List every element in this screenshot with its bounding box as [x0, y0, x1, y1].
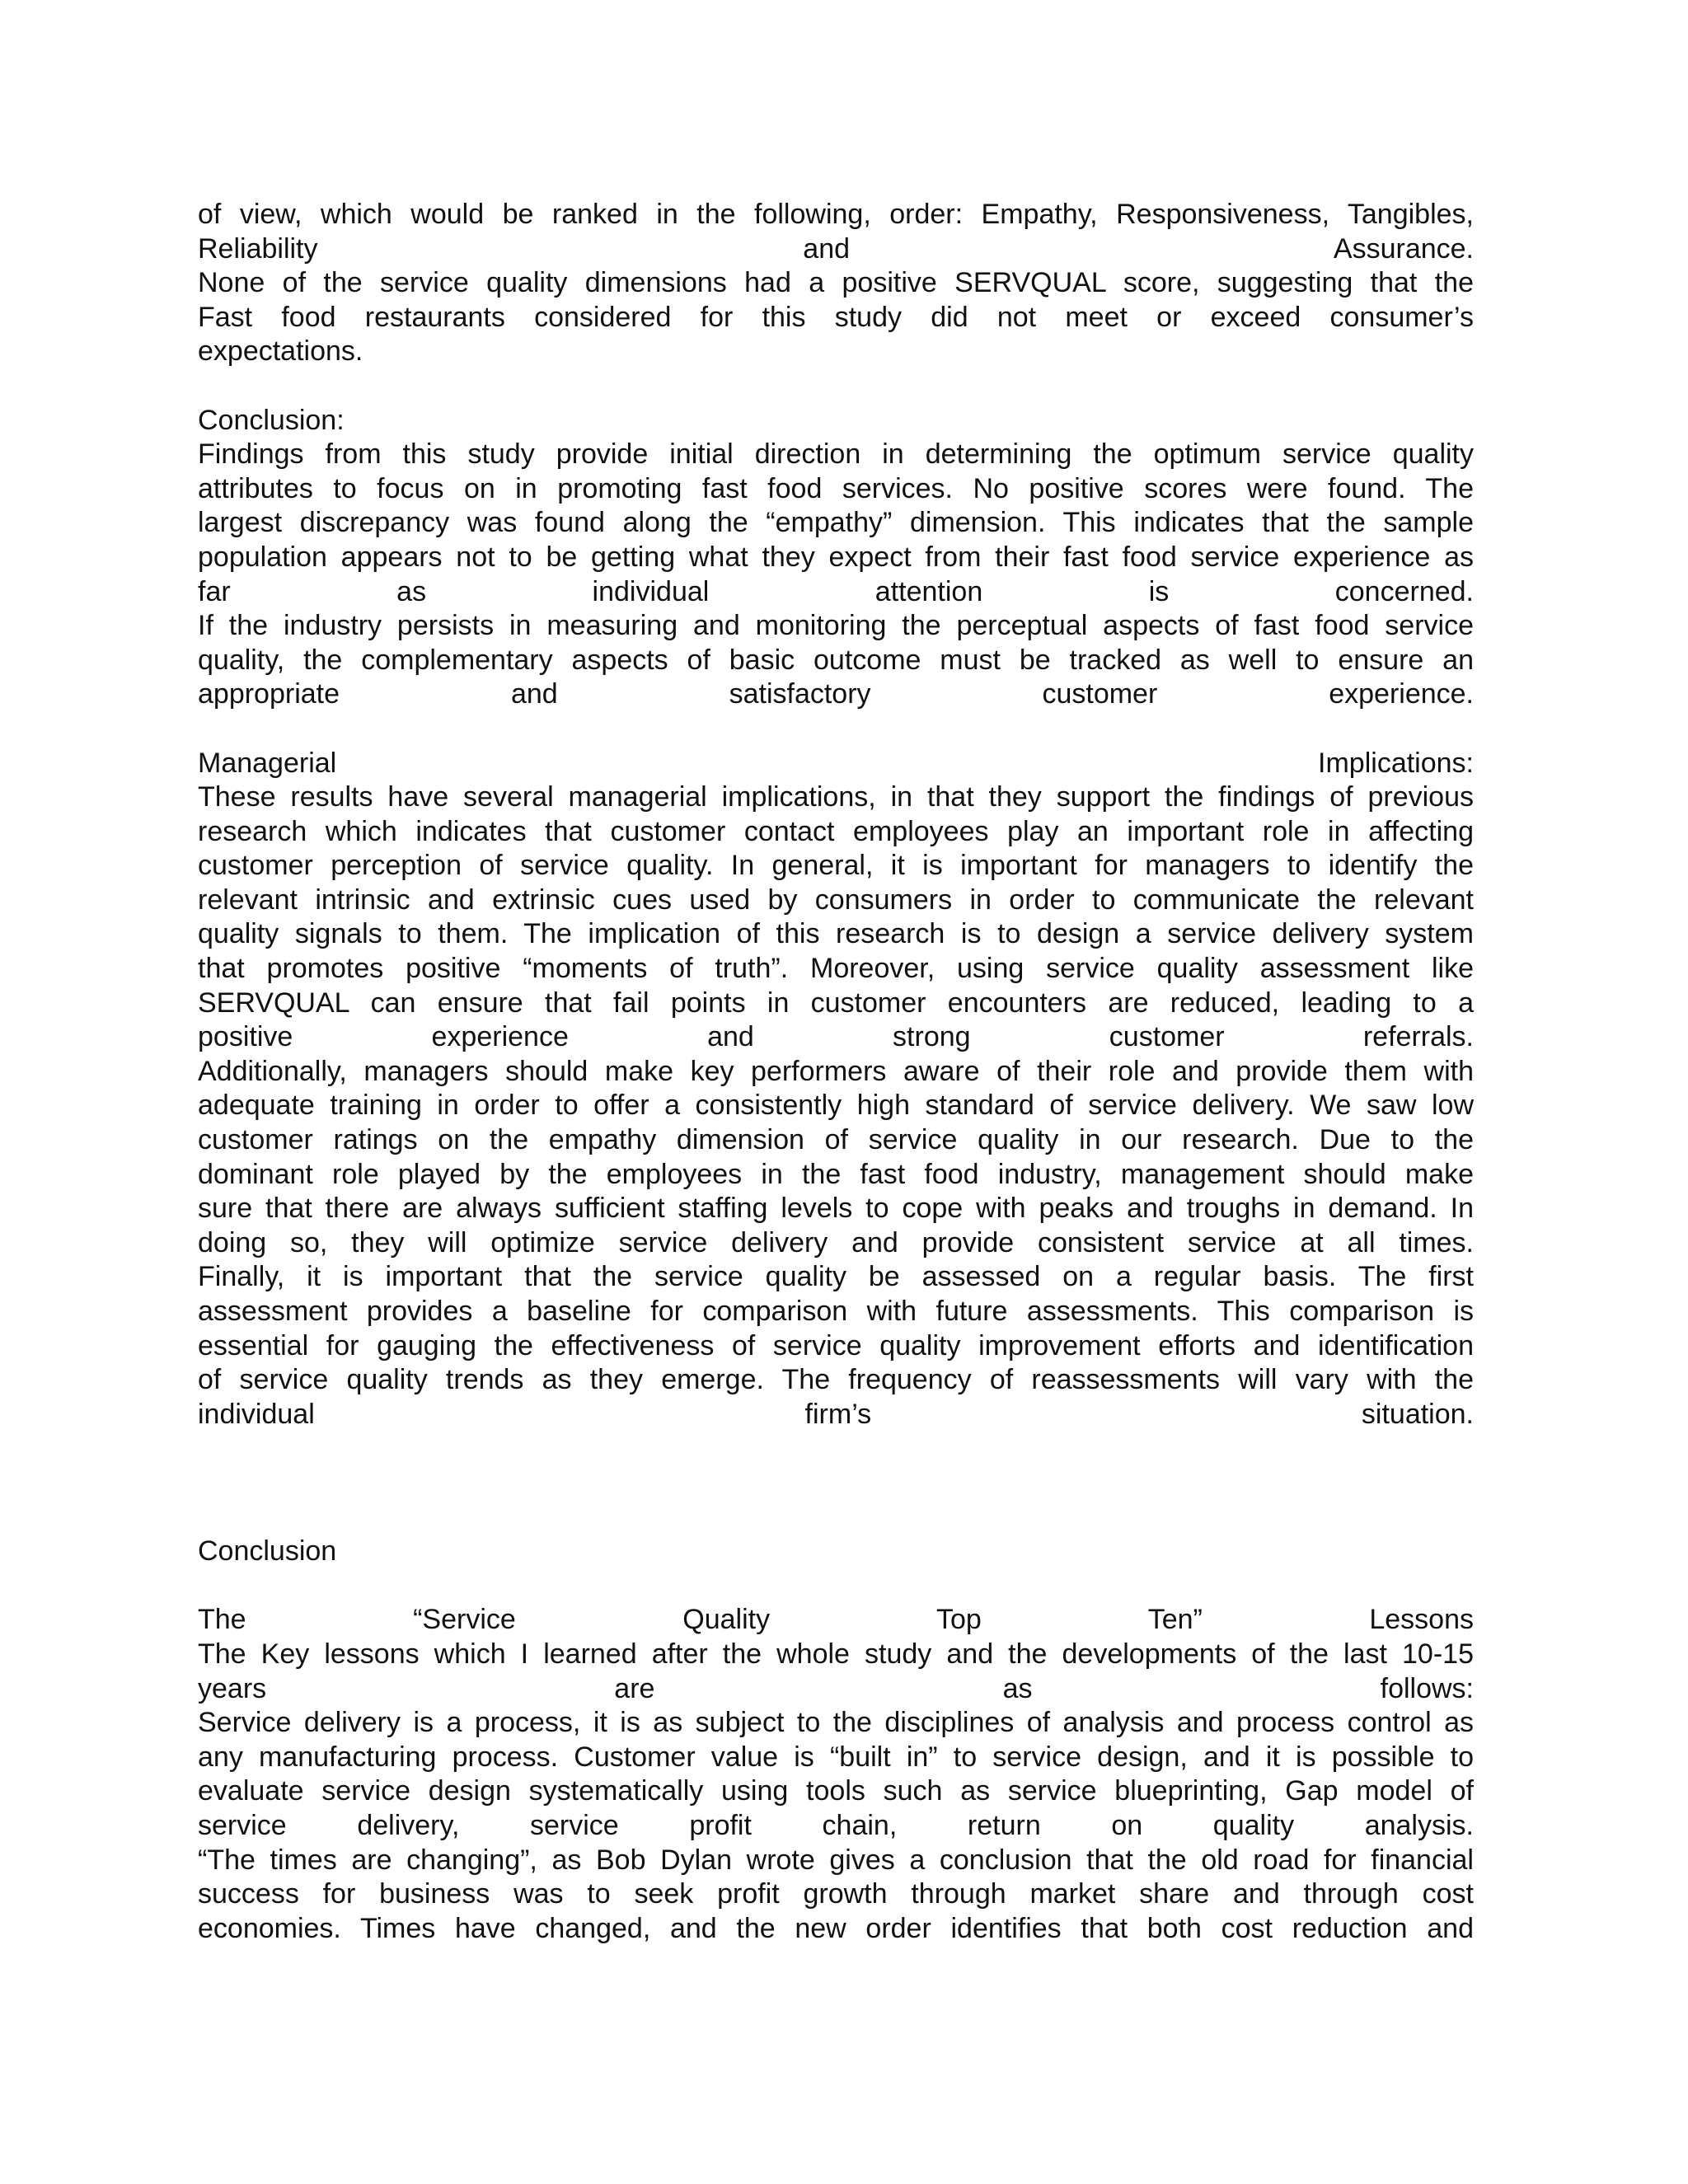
spacer — [198, 1432, 1474, 1535]
text-line: expectations. — [198, 335, 363, 368]
text-line: quality signals to them. The implication of this research is to design a service delivery system — [198, 918, 1474, 950]
text-line: The Key lessons which I learned after the whole study and the developments of the last 10-15 — [198, 1638, 1474, 1670]
text-line: None of the service quality dimensions had a positive SERVQUAL score, suggesting that the — [198, 267, 1474, 299]
text-line: doing so, they will optimize service delivery and provide consistent service at all times. — [198, 1226, 1474, 1258]
paragraph-conclusion-findings — [198, 438, 1474, 712]
text-line: service delivery, service profit chain, return on quality analysis. — [198, 1809, 1474, 1841]
text-line: far as individual attention is concerned. — [198, 575, 1474, 607]
text-line: any manufacturing process. Customer value is “built in” to service design, and it is possible to — [198, 1741, 1474, 1773]
section-heading-conclusion: Conclusion: — [198, 404, 345, 436]
text-line: positive experience and strong customer referrals. — [198, 1021, 1474, 1053]
text-line: customer ratings on the empathy dimension of service quality in our research. Due to the — [198, 1124, 1474, 1156]
text-line: adequate training in order to offer a consistently high standard of service delivery. We saw low — [198, 1090, 1474, 1122]
text-line: that promotes positive “moments of truth”. Moreover, using service quality assessment like — [198, 953, 1474, 985]
text-line: Finally, it is important that the service quality be assessed on a regular basis. The first — [198, 1261, 1474, 1293]
text-line: Reliability and Assurance. — [198, 232, 1474, 265]
spacer — [198, 1569, 1474, 1604]
text-line: Fast food restaurants considered for this study did not meet or exceed consumer’s — [198, 301, 1474, 333]
text-line: quality, the complementary aspects of basic outcome must be tracked as well to ensure an — [198, 644, 1474, 676]
text-line: relevant intrinsic and extrinsic cues used by consumers in order to communicate the relevant — [198, 883, 1474, 916]
text-line: Findings from this study provide initial direction in determining the optimum service quality — [198, 438, 1474, 471]
section-heading-conclusion-2: Conclusion — [198, 1535, 337, 1568]
text-line: “The times are changing”, as Bob Dylan wrote gives a conclusion that the old road for financial — [198, 1844, 1474, 1876]
text-line: of view, which would be ranked in the following, order: Empathy, Responsiveness, Tangibles, — [198, 199, 1474, 230]
text-line: dominant role played by the employees in the fast food industry, management should make — [198, 1158, 1474, 1190]
text-line: These results have several managerial implications, in that they support the findings of previous — [198, 781, 1474, 813]
text-line: evaluate service design systematically using tools such as service blueprinting, Gap model of — [198, 1775, 1474, 1807]
paragraph-top-ten-lessons — [198, 1603, 1474, 1946]
text-line: years are as follows: — [198, 1672, 1474, 1704]
text-line: The “Service Quality Top Ten” Lessons — [198, 1604, 1474, 1636]
text-line: essential for gauging the effectiveness of service quality improvement efforts and identification — [198, 1329, 1474, 1361]
text-line: sure that there are always sufficient staffing levels to cope with peaks and troughs in demand. In — [198, 1193, 1474, 1225]
text-line: success for business was to seek profit growth through market share and through cost — [198, 1878, 1474, 1910]
section-heading-managerial-implications: Managerial Implications: — [198, 747, 1474, 779]
text-line: individual firm’s situation. — [198, 1398, 1474, 1430]
text-line: of service quality trends as they emerge. The frequency of reassessments will vary with the — [198, 1364, 1474, 1396]
text-line: population appears not to be getting what they expect from their fast food service experience as — [198, 541, 1474, 573]
document-page — [198, 198, 1474, 1946]
text-line: attributes to focus on in promoting fast food services. No positive scores were found. The — [198, 472, 1474, 504]
spacer — [198, 369, 1474, 404]
text-line: Service delivery is a process, it is as subject to the disciplines of analysis and process control as — [198, 1707, 1474, 1739]
text-line: SERVQUAL can ensure that fail points in customer encounters are reduced, leading to a — [198, 987, 1474, 1019]
text-line: If the industry persists in measuring and monitoring the perceptual aspects of fast food service — [198, 610, 1474, 642]
text-line: appropriate and satisfactory customer experience. — [198, 678, 1474, 710]
text-line: Additionally, managers should make key performers aware of their role and provide them with — [198, 1055, 1474, 1087]
paragraph-managerial-implications — [198, 780, 1474, 1432]
text-line: largest discrepancy was found along the “empathy” dimension. This indicates that the sample — [198, 507, 1474, 539]
text-line: economies. Times have changed, and the new order identifies that both cost reduction and — [198, 1912, 1474, 1944]
text-line: customer perception of service quality. In general, it is important for managers to identify the — [198, 850, 1474, 882]
spacer — [198, 712, 1474, 747]
paragraph-servqual-results — [198, 198, 1474, 369]
text-line: assessment provides a baseline for comparison with future assessments. This comparison is — [198, 1296, 1474, 1327]
text-line: research which indicates that customer contact employees play an important role in affecting — [198, 815, 1474, 847]
